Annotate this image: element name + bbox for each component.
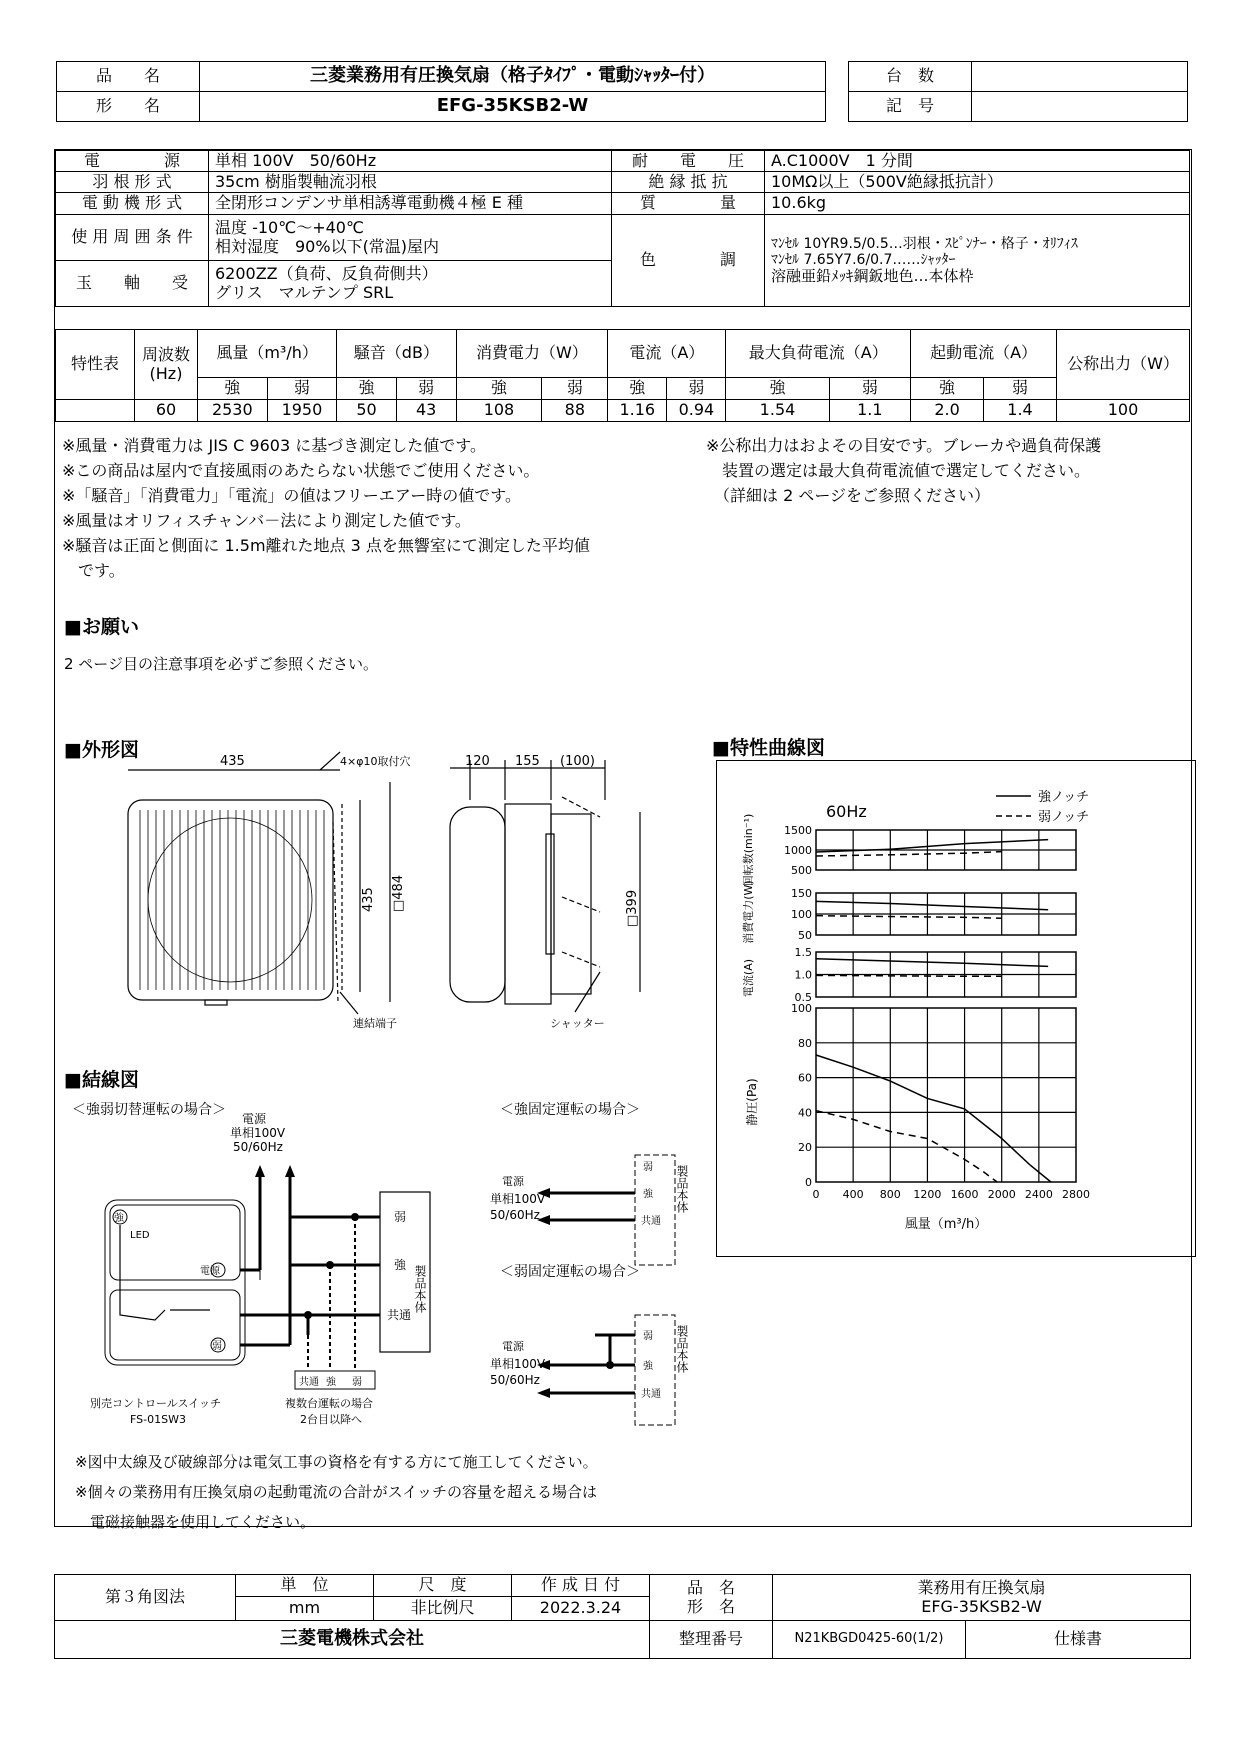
perf-strong: 強 [911,378,984,400]
ylabel-pressure: 静圧(Pa) [745,1078,759,1126]
unit-label: 単 位 [236,1575,374,1597]
side-body [450,807,505,1002]
perf-strong: 強 [726,378,829,400]
bearing-line-1: 6200ZZ（負荷、反負荷側共） [215,264,438,284]
strong-volt: 単相100V [490,1192,546,1206]
env-label: 使 用 周 囲 条 件 [56,215,209,261]
wiring-title: ■結線図 [64,1069,139,1091]
weak-t-strong: 強 [643,1361,653,1372]
notes-left [62,433,590,583]
ylabel-power: 消費電力(W) [742,880,755,944]
weak-freq: 50/60Hz [490,1373,540,1387]
note-line: ※風量・消費電力は JIS C 9603 に基づき測定した値です。 [62,436,486,455]
ylabel-current: 電流(A) [742,958,755,998]
multi-label: 複数台運転の場合 [285,1397,373,1410]
perf-airflow-label: 風量（m³/h） [198,330,337,378]
strong-t-common: 共通 [641,1216,661,1227]
performance-table [55,329,1190,422]
perf-cell: 1.54 [726,400,829,422]
env-humidity: 相対湿度 90%以下(常温)屋内 [215,236,440,256]
perf-strong: 強 [337,378,397,400]
perf-cell: 1.4 [984,400,1057,422]
y-tick-label: 0 [805,1176,812,1189]
wiring-strong-mode: ＜強固定運転の場合＞ [500,1102,640,1118]
y-tick-label: 100 [791,908,812,921]
perf-output-label: 公称出力（W） [1057,330,1190,400]
wiring-switch-mode: ＜強弱切替運転の場合＞ [72,1102,226,1118]
note-line: ※騒音は正面と側面に 1.5m離れた地点 3 点を無響室にて測定した平均値 [62,536,590,555]
y-tick-label: 1500 [784,824,812,837]
mass-value: 10.6kg [765,193,1190,215]
symbol-label: 記 号 [849,92,972,122]
y-tick-label: 50 [798,929,812,942]
perf-strong: 強 [198,378,268,400]
x-tick-label: 2800 [1062,1188,1090,1201]
perf-cell: 2.0 [911,400,984,422]
insulation-value: 10MΩ以上（500V絶縁抵抗計） [765,172,1190,193]
y-tick-label: 500 [791,864,812,877]
series-line-pressure-weak [816,1111,997,1182]
dim-484: □484 [391,874,406,912]
y-tick-label: 20 [798,1141,812,1155]
dim-399: □399 [625,889,640,927]
perf-cell: 43 [396,400,456,422]
motor-label: 電 動 機 形 式 [56,193,209,215]
note-line: ※この商品は屋内で直接風雨のあたらない状態でご使用ください。 [62,461,540,480]
sw-weak: 弱 [212,1341,222,1352]
name-labels [650,1575,773,1621]
terminal-weak: 弱 [394,1210,407,1224]
sw-strong: 強 [114,1213,124,1224]
perf-cell: 60 [135,400,198,422]
product-name: 三菱業務用有圧換気扇（格子ﾀｲﾌﾟ・電動ｼｬｯﾀｰ付） [200,62,826,92]
perf-maxcur-label: 最大負荷電流（A） [726,330,911,378]
color-line-1: ﾏﾝｾﾙ 10YR9.5/0.5…羽根・ｽﾋﾟﾝﾅｰ・格子・ｵﾘﾌｨｽ [771,235,1078,252]
perf-cell: 1.1 [829,400,911,422]
sw-power: 電源 [200,1266,220,1277]
wiring-power-freq: 50/60Hz [233,1140,283,1154]
bearing-value [209,261,612,307]
dim-435v: 435 [361,887,376,912]
date-label: 作 成 日 付 [512,1575,650,1597]
env-value [209,215,612,261]
quantity-value [972,62,1188,92]
perf-cell: 88 [542,400,608,422]
wiring-note: 電磁接触器を使用してください。 [75,1513,316,1531]
x-tick-label: 800 [879,1188,901,1201]
y-tick-label: 150 [791,887,812,900]
series-line-current-weak [816,975,1002,976]
perf-weak: 弱 [667,378,726,400]
multi-weak: 弱 [352,1377,362,1388]
strong-t-strong: 強 [643,1189,653,1200]
front-frame [128,800,333,1000]
quantity-label: 台 数 [849,62,972,92]
xlabel: 風量（m³/h） [904,1217,988,1232]
wiring-power: 電源 [242,1112,267,1126]
withstand-value: A.C1000V 1 分間 [765,151,1190,172]
note-line: です。 [62,561,125,580]
weak-volt: 単相100V [490,1357,546,1371]
weak-t-weak: 弱 [643,1331,653,1342]
ref-label: 整理番号 [650,1621,773,1659]
wiring-weak-mode: ＜弱固定運転の場合＞ [500,1264,640,1280]
y-tick-label: 100 [791,1002,812,1015]
dim-155: 155 [515,754,540,769]
led-label: LED [130,1230,150,1241]
note-line: ※公称出力はおよその目安です。ブレーカや過負荷保護 [706,436,1102,455]
y-tick-label: 0.5 [794,991,812,1004]
note-line: 装置の選定は最大負荷電流値で選定してください。 [706,461,1091,480]
perf-cell: 108 [456,400,542,422]
shutter-label: シャッター [550,1017,605,1030]
dim-120: 120 [465,754,490,769]
header-table [56,61,826,122]
scale-value: 非比例尺 [374,1597,512,1621]
request-text: 2 ページ目の注意事項を必ずご参照ください。 [64,655,379,673]
motor-value: 全閉形コンデンサ単相誘導電動機４極 E 種 [209,193,612,215]
color-value [765,215,1190,307]
perf-noise-label: 騒音（dB） [337,330,456,378]
perf-power-label: 消費電力（W） [456,330,608,378]
x-tick-label: 1600 [950,1188,979,1201]
chart-panel-pressure [816,1008,1076,1182]
x-tick-label: 0 [812,1188,820,1201]
unit-value: mm [236,1597,374,1621]
switch-model: FS-01SW3 [130,1413,186,1426]
perf-freq-label: 周波数(Hz) [135,330,198,400]
footer-table [54,1574,1191,1659]
strong-power: 電源 [502,1175,524,1188]
color-line-2: ﾏﾝｾﾙ 7.65Y7.6/0.7‥‥‥ｼｬｯﾀｰ [771,251,956,268]
wiring-notes [75,1447,598,1537]
legend-strong: 強ノッチ [1038,790,1090,805]
legend-weak: 弱ノッチ [1038,810,1090,825]
model-label-footer: 形 名 [686,1596,735,1616]
weak-body: 製品本体 [675,1325,689,1373]
strong-freq: 50/60Hz [490,1208,540,1222]
chart-title: ■特性曲線図 [712,737,825,759]
outline-title: ■外形図 [64,739,139,761]
company-name: 三菱電機株式会社 [55,1621,650,1659]
switch-name: 別売コントロールスイッチ [90,1397,222,1410]
note-line: ※「騒音」「消費電力」「電流」の値はフリーエアー時の値です。 [62,486,522,505]
strong-body: 製品本体 [675,1165,689,1213]
dim-100: (100) [560,754,595,769]
series-line-rpm-weak [816,852,1002,856]
perf-weak: 弱 [396,378,456,400]
bearing-label: 玉 軸 受 [56,261,209,307]
x-tick-label: 1200 [913,1188,942,1201]
terminal-common: 共通 [387,1308,412,1322]
y-tick-label: 1.5 [794,946,812,959]
power-value: 単相 100V 50/60Hz [209,151,612,172]
multi-common: 共通 [299,1377,319,1388]
blade-value: 35cm 樹脂製軸流羽根 [209,172,612,193]
perf-strong: 強 [456,378,542,400]
scale-label: 尺 度 [374,1575,512,1597]
perf-start-label: 起動電流（A） [911,330,1057,378]
perf-cell: 0.94 [667,400,726,422]
y-tick-label: 1.0 [794,968,812,982]
doc-type: 仕様書 [966,1621,1191,1659]
strong-t-weak: 弱 [643,1162,653,1173]
weak-t-common: 共通 [641,1389,661,1400]
quantity-table [848,61,1188,122]
wiring-power-volt: 単相100V [230,1126,286,1140]
multi-strong: 強 [326,1377,336,1388]
perf-empty [56,400,135,422]
color-line-3: 溶融亜鉛ﾒｯｷ鋼鈑地色…本体枠 [771,266,974,285]
terminal-label: 連結端子 [353,1017,397,1030]
perf-weak: 弱 [267,378,337,400]
mass-label: 質 量 [612,193,765,215]
terminal-strong: 強 [394,1258,407,1272]
request-title: ■お願い [64,616,139,638]
env-temp: 温度 -10℃～+40℃ [215,218,364,238]
product-name-label: 品 名 [57,62,200,92]
name-values [773,1575,1191,1621]
insulation-label: 絶 縁 抵 抗 [612,172,765,193]
color-label: 色 調 [612,215,765,307]
perf-cell: 1.16 [608,400,667,422]
ref-number: N21KBGD0425-60(1/2) [773,1621,966,1659]
y-tick-label: 40 [798,1106,812,1120]
spec-table [55,150,1190,307]
perf-weak: 弱 [829,378,911,400]
note-line: （詳細は 2 ページをご参照ください） [706,486,991,505]
model-label: 形 名 [57,92,200,122]
dim-holes: 4×φ10取付穴 [340,755,411,768]
symbol-value [972,92,1188,122]
series-line-power-strong [816,901,1048,909]
outline-drawing [110,752,660,1037]
perf-cell: 1950 [267,400,337,422]
wiring-note: ※個々の業務用有圧換気扇の起動電流の合計がスイッチの容量を超える場合は [75,1483,597,1501]
perf-row-label: 特性表 [56,330,135,400]
series-line-current-strong [816,959,1048,967]
series-line-power-weak [816,916,1002,919]
x-tick-label: 2400 [1024,1188,1053,1201]
blade-label: 羽 根 形 式 [56,172,209,193]
note-line: ※風量はオリフィスチャンバ－法により測定した値です。 [62,511,471,530]
x-tick-label: 400 [842,1188,864,1201]
perf-strong: 強 [608,378,667,400]
y-tick-label: 1000 [784,844,812,857]
power-label: 電 源 [56,151,209,172]
withstand-label: 耐 電 圧 [612,151,765,172]
chart-freq-label: 60Hz [826,802,867,821]
wiring-diagram [90,1112,710,1435]
perf-cell: 100 [1057,400,1190,422]
body-label: 製品本体 [413,1265,427,1313]
y-tick-label: 60 [798,1071,812,1085]
name-label: 品 名 [686,1578,735,1598]
footer-model: EFG-35KSB2-W [921,1596,1042,1616]
perf-weak: 弱 [542,378,608,400]
notes-right [706,433,1101,508]
weak-power: 電源 [502,1340,524,1353]
wiring-note: ※図中太線及び破線部分は電気工事の資格を有する方にて施工してください。 [75,1453,598,1471]
x-tick-label: 2000 [987,1188,1016,1201]
perf-weak: 弱 [984,378,1057,400]
model-name: EFG-35KSB2-W [200,92,826,122]
perf-cell: 2530 [198,400,268,422]
perf-current-label: 電流（A） [608,330,726,378]
y-tick-label: 80 [798,1036,812,1050]
bearing-line-2: グリス マルテンプ SRL [215,282,394,302]
projection: 第３角図法 [55,1575,236,1621]
footer-name: 業務用有圧換気扇 [917,1578,1046,1598]
perf-cell: 50 [337,400,397,422]
date-value: 2022.3.24 [512,1597,650,1621]
ylabel-rpm: 回転数(min⁻¹) [742,813,755,887]
multi-next: 2台目以降へ [300,1413,362,1426]
characteristic-chart [716,760,1194,1255]
dim-435: 435 [220,754,245,769]
